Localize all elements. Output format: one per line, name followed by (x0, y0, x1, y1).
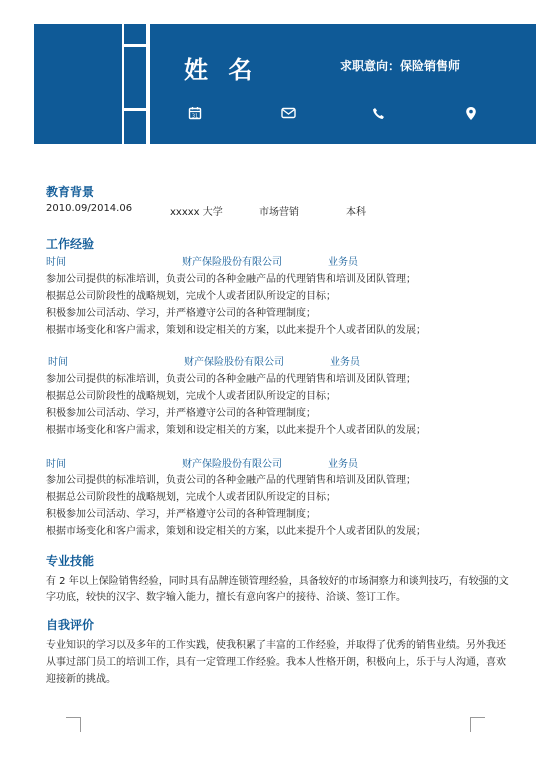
education-title: 教育背景 (46, 185, 95, 199)
header-banner (150, 24, 536, 144)
header-gap-bottom (124, 108, 146, 111)
work-duty-line: 积极参加公司活动、学习，并严格遵守公司的各种管理制度； (46, 509, 316, 520)
work-duty-line: 参加公司提供的标准培训，负责公司的各种金融产品的代理销售和培训及团队管理； (46, 475, 416, 486)
work-duty-line: 根据市场变化和客户需求，策划和设定相关的方案，以此来提升个人或者团队的发展； (46, 425, 426, 436)
work-duty-line: 参加公司提供的标准培训，负责公司的各种金融产品的代理销售和培训及团队管理； (46, 274, 416, 285)
work-time: 时间 (46, 459, 66, 470)
education-period: 2010.09/2014.06 (46, 203, 133, 214)
education-row (46, 203, 366, 218)
mail-icon (279, 104, 297, 122)
work-duty-line: 根据总公司阶段性的战略规划，完成个人或者团队所设定的目标； (46, 291, 336, 302)
header-left-block (34, 24, 122, 144)
header-divider-block (124, 24, 146, 144)
work-duty-line: 根据市场变化和客户需求，策划和设定相关的方案，以此来提升个人或者团队的发展； (46, 325, 426, 336)
education-school: xxxxx 大学 (170, 207, 223, 218)
skills-title: 专业技能 (46, 554, 95, 568)
work-duty-line: 参加公司提供的标准培训，负责公司的各种金融产品的代理销售和培训及团队管理； (46, 374, 416, 385)
page-corner-mark-left (66, 717, 81, 732)
work-company: 财产保险股份有限公司 (184, 357, 284, 368)
work-company: 财产保险股份有限公司 (182, 459, 282, 470)
self-eval-title: 自我评价 (46, 618, 95, 632)
work-role: 业务员 (330, 357, 360, 368)
phone-icon (369, 104, 387, 122)
work-duty-line: 根据市场变化和客户需求，策划和设定相关的方案，以此来提升个人或者团队的发展； (46, 526, 426, 537)
job-intent: 求职意向：保险销售师 (340, 59, 461, 73)
location-icon (462, 104, 480, 122)
name-title: 姓 名 (184, 56, 259, 84)
work-duty-line: 根据总公司阶段性的战略规划，完成个人或者团队所设定的目标； (46, 391, 336, 402)
calendar-icon (186, 104, 204, 122)
work-entry-header (46, 455, 358, 470)
work-time: 时间 (46, 257, 66, 268)
work-entry-header (46, 253, 358, 268)
page-corner-mark-right (470, 717, 485, 732)
self-eval-line: 迎接新的挑战。 (46, 674, 116, 685)
work-duty-line: 积极参加公司活动、学习，并严格遵守公司的各种管理制度； (46, 408, 316, 419)
skills-line: 字功底，较快的汉字、数字输入能力，擅长有意向客户的接待、洽谈、签订工作。 (46, 592, 406, 603)
skills-line: 有 2 年以上保险销售经验，同时具有品牌连锁管理经验，具备较好的市场洞察力和谈判技巧，有较强的文 (46, 576, 509, 587)
self-eval-line: 专业知识的学习以及多年的工作实践，使我积累了丰富的工作经验，并取得了优秀的销售业绩。另外我还 (46, 640, 506, 651)
work-duty-line: 根据总公司阶段性的战略规划，完成个人或者团队所设定的目标； (46, 492, 336, 503)
education-major: 市场营销 (259, 207, 299, 218)
work-duty-line: 积极参加公司活动、学习，并严格遵守公司的各种管理制度； (46, 308, 316, 319)
self-eval-line: 从事过部门员工的培训工作，具有一定管理工作经验。我本人性格开朗，积极向上，乐于与人沟通，喜欢 (46, 657, 506, 668)
header-gap-top (124, 44, 146, 47)
work-entry-header (48, 353, 360, 368)
education-degree: 本科 (346, 207, 366, 218)
svg-text:31: 31 (191, 113, 199, 120)
work-time: 时间 (48, 357, 68, 368)
contact-icons (150, 104, 536, 124)
work-title: 工作经验 (46, 237, 95, 251)
work-company: 财产保险股份有限公司 (182, 257, 282, 268)
work-role: 业务员 (328, 257, 358, 268)
work-role: 业务员 (328, 459, 358, 470)
